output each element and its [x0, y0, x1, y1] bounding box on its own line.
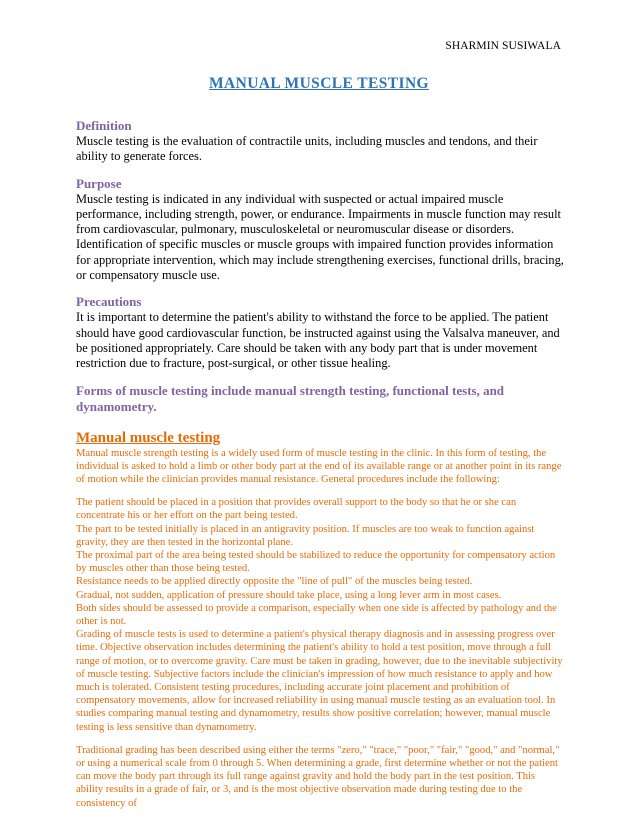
precautions-heading: Precautions	[76, 294, 142, 310]
author-header: SHARMIN SUSIWALA	[445, 40, 561, 52]
manual-intro-text: Manual muscle strength testing is a widely used form of muscle testing in the clinic. In this form of testing, the individual is asked to hold a limb or other body part at the end of its available range or at another point in its range of motion while the clinician provides manual resistance. General procedures include the following:	[76, 447, 562, 485]
procedure-item: Both sides should be assessed to provide a comparison, especially when one side is affected by pathology and the other is not.	[76, 602, 557, 627]
traditional-grading-paragraph: Traditional grading has been described using either the terms "zero," "trace," "poor," "fair," "good," and "normal," or using a numerical scale from 0 through 5. When determining a grade, first determine whether or not the patient can move the body part through its full range against gravity and hold the body part in the test position. This ability results in a grade of fair, or 3, and is the most objective observation made during testing due to the consistency of	[76, 744, 560, 809]
precautions-text: It is important to determine the patient's ability to withstand the force to be applied. The patient should have good cardiovascular function, be instructed against using the Valsalva maneuver, and be positioned appropriately. Care should be taken with any body part that is under movement restriction due to fracture, post-surgical, or other tissue healing.	[76, 310, 560, 371]
definition-text: Muscle testing is the evaluation of contractile units, including muscles and tendons, and their ability to generate forces.	[76, 134, 538, 164]
forms-heading: Forms of muscle testing include manual strength testing, functional tests, and dynamometry.	[76, 382, 505, 415]
grading-paragraph: Grading of muscle tests is used to determine a patient's physical therapy diagnosis and in assessing progress over time. Objective observation includes determining the patient's ability to hold a test position, move through a full range of motion, or to overcome gravity. Care must be taken in grading, however, due to the inevitable subjectivity of muscle testing. Subjective factors include the clinician's impression of how much resistance to apply and how much is tolerated. Consistent testing procedures, including accurate joint placement and prohibition of compensatory movements, allow for increased reliability in using manual muscle testing as an evaluation tool. In studies comparing manual testing and dynamometry, results show positive correlation; however, manual muscle testing is less sensitive than dynamometry.	[76, 629, 563, 733]
document-body	[76, 118, 564, 810]
procedure-item: The part to be tested initially is placed in an antigravity position. If muscles are too weak to function against gravity, they are then tested in the horizontal plane.	[76, 523, 535, 548]
purpose-heading: Purpose	[76, 175, 122, 191]
procedure-item: The patient should be placed in a position that provides overall support to the body so that he or she can concentrate his or her effort on the part being tested.	[76, 497, 517, 522]
procedure-item: Resistance needs to be applied directly opposite the "line of pull" of the muscles being tested.	[76, 576, 473, 588]
manual-testing-heading: Manual muscle testing	[76, 429, 221, 446]
definition-heading: Definition	[76, 118, 132, 133]
page-title: MANUAL MUSCLE TESTING	[209, 75, 429, 92]
purpose-text: Muscle testing is indicated in any individual with suspected or actual impaired muscle performance, including strength, power, or endurance. Impairments in muscle function may result from cardiovascular, pulmonary, musculoskeletal or neuromuscular disease or disorders. Identification of specific muscles or muscle groups with impaired function provides information for appropriate intervention, which may include strengthening exercises, functional drills, bracing, or compensatory muscle use.	[76, 191, 564, 283]
procedure-item: The proximal part of the area being tested should be stabilized to reduce the opportunity for compensatory action by muscles other than those being tested.	[76, 549, 556, 575]
procedure-item: Gradual, not sudden, application of pressure should take place, using a long lever arm in most cases.	[76, 589, 502, 601]
